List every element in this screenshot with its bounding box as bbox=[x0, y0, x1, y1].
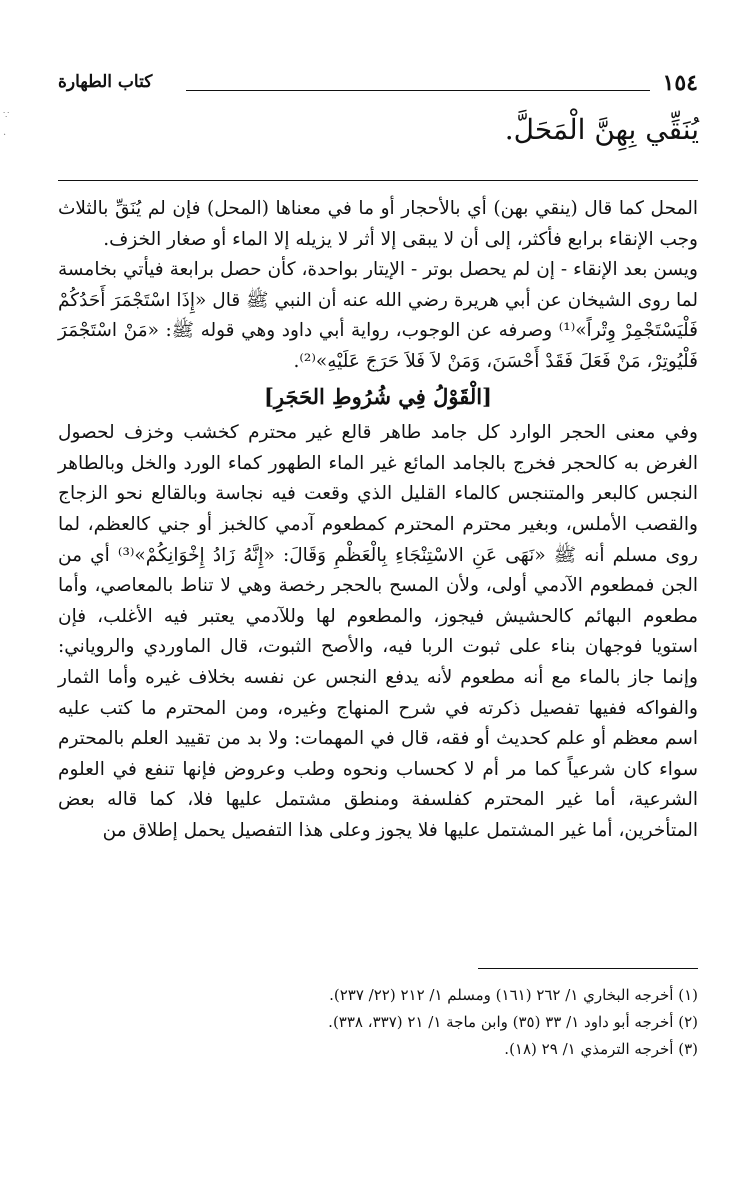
footnote-rule bbox=[478, 968, 698, 969]
paragraph: ويسن بعد الإنقاء - إن لم يحصل بوتر - الإيتار بواحدة، كأن حصل برابعة فيأتي بخامسة لما روى الشيخان عن أبي هريرة رضي الله عنه أن النبي ﷺ قال «إِذَا اسْتَجْمَرَ أَحَدُكُمْ فَلْيَسْتَجْمِرْ وِتْراً»⁽¹⁾ وصرفه عن الوجوب، رواية أبي داود وهي قوله ﷺ: «مَنْ اسْتَجْمَرَ فَلْيُوتِرْ، مَنْ فَعَلَ فَقَدْ أَحْسَنَ، وَمَنْ لاَ فَلاَ حَرَجَ عَلَيْهِ»⁽²⁾. bbox=[58, 259, 698, 372]
section-heading: [الْقَوْلُ فِي شُرُوطِ الحَجَرِ] bbox=[264, 383, 492, 409]
running-header bbox=[58, 68, 698, 98]
margin-mark: · bbox=[3, 130, 7, 141]
book-title: كتاب الطهارة bbox=[58, 72, 153, 92]
paragraph: وفي معنى الحجر الوارد كل جامد طاهر قالع غير محترم كخشب وخزف لحصول الغرض به كالحجر فخرج بالجامد المائع غير الماء الطهور كماء الورد والخل وبالطاهر النجس كالبعر والمتنجس كالماء القليل الذي وقعت فيه نجاسة وبالقالع نحو الزجاج والقصب الأملس، وبغير محترم المحترم كمطعوم آدمي كالخبز أو جني كالعظم، لما روى مسلم أنه ﷺ «نَهَى عَنِ الاسْتِنْجَاءِ بِالْعَظْمِ وَقَالَ: «إِنَّهُ زَادُ إِخْوَانِكُمْ»⁽³⁾ أي من الجن فمطعوم الآدمي أولى، ولأن المسح بالحجر رخصة وهي لا تناط بالمعاصي، وأما مطعوم البهائم كالحشيش فيجوز، والمطعوم لها وللآدمي يعتبر فيه الأغلب، فإن استويا فوجهان بناء على ثبوت الربا فيه، والأصح الثبوت، قال الماوردي والروياني: وإنما جاز بالماء مع أنه مطعوم لأنه يدفع النجس عن نفسه بخلاف غيره وأما الثمار والفواكه ففيها تفصيل ذكرته في شرح المنهاج وغيره، ومن المحترم ما كتب عليه اسم معظم أو علم كحديث أو فقه، قال في المهمات: ولا بد من تقييد العلم بالمحترم سواء كان شرعياً كما مر أم لا كحساب ونحوه وطب وعروض فإنها تنفع في العلوم الشرعية، أما غير المحترم كفلسفة ومنطق مشتمل عليها فلا، كما قاله بعض المتأخرين، أما غير المشتمل عليها فلا يجوز وعلى هذا التفصيل يحمل إطلاق من bbox=[58, 422, 698, 841]
commentary-body bbox=[58, 194, 698, 846]
paragraph: المحل كما قال (ينقي بهن) أي بالأحجار أو ما في معناها (المحل) فإن لم يُنَقِّ بالثلاث وجب الإنقاء برابع فأكثر، إلى أن لا يبقى إلا أثر لا يزيله إلا الماء أو صغار الخزف. bbox=[58, 198, 698, 250]
footnote-item: (٢) أخرجه أبو داود ١/ ٣٣ (٣٥) وابن ماجة ١/ ٢١ (٣٣٧، ٣٣٨). bbox=[328, 1013, 698, 1031]
page-number: ١٥٤ bbox=[662, 70, 698, 96]
footnotes bbox=[58, 982, 698, 1063]
footnote-item: (١) أخرجه البخاري ١/ ٢٦٢ (١٦١) ومسلم ١/ ٢١٢ (٢٢/ ٢٣٧). bbox=[329, 986, 698, 1004]
matn-separator-rule bbox=[58, 180, 698, 181]
margin-mark: ∵ bbox=[3, 110, 10, 121]
footnote-item: (٣) أخرجه الترمذي ١/ ٢٩ (١٨). bbox=[504, 1040, 698, 1058]
matn-text: يُنَقِّي بِهِنَّ الْمَحَلَّ. bbox=[504, 113, 699, 146]
header-rule bbox=[186, 90, 650, 91]
